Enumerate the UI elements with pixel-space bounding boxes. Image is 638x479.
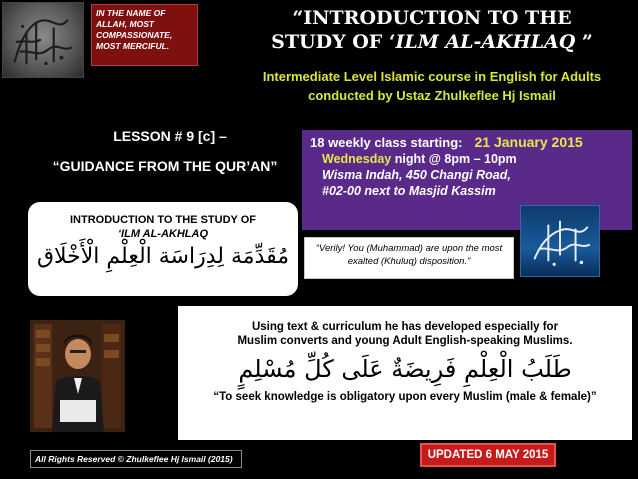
bismillah-text: IN THE NAME OF ALLAH, MOST COMPASSIONATE, MOST MERCIFUL. <box>96 8 173 51</box>
copyright-notice: All Rights Reserved © Zhulkeflee Hj Ismail (2015) <box>30 450 242 468</box>
class-time: night @ 8pm – 10pm <box>394 152 517 166</box>
updated-badge: UPDATED 6 MAY 2015 <box>420 443 556 467</box>
page-title <box>232 6 632 54</box>
lesson-number: LESSON # 9 [c] – <box>113 128 227 144</box>
calligraphy-logo-icon <box>2 2 84 78</box>
class-start-date: 21 January 2015 <box>474 134 583 150</box>
intro-line-1: INTRODUCTION TO THE STUDY OF <box>70 214 256 226</box>
course-subtitle <box>232 67 632 105</box>
title-line-2-c: ” <box>575 31 593 53</box>
title-line-2 <box>232 30 632 54</box>
hadith-translation: “To seek knowledge is obligatory upon every Muslim (male & female)” <box>213 391 597 403</box>
class-day: Wednesday <box>322 152 392 166</box>
curriculum-line-2: Muslim converts and young Adult English-speaking Muslims. <box>237 335 573 347</box>
title-line-1: “INTRODUCTION TO THE <box>292 7 572 29</box>
class-start-row <box>310 134 624 150</box>
quran-quote: “Verily! You (Muhammad) are upon the most exalted (Khuluq) disposition.” <box>304 237 514 279</box>
bismillah-banner <box>91 4 198 66</box>
hadith-arabic: طَلَبُ الْعِلْمِ فَرِيضَةٌ عَلَى كُلِّ مُسْلِمٍ <box>238 355 572 383</box>
intro-line-2: ‘ILM AL-AKHLAQ <box>117 228 209 240</box>
lesson-topic: “GUIDANCE FROM THE QUR’AN” <box>52 158 278 174</box>
title-line-2-b: ILM AL-AKHLAQ <box>395 31 576 53</box>
class-start-label: 18 weekly class starting: <box>310 135 463 150</box>
class-time-row <box>310 152 624 166</box>
title-line-2-a: STUDY OF ‘ <box>271 31 396 53</box>
curriculum-line-1: Using text & curriculum he has developed especially for <box>251 321 559 333</box>
speaker-photo-icon <box>30 320 125 432</box>
curriculum-box <box>178 306 632 440</box>
intro-arabic: مُقَدِّمَة لِدِرَاسَة الْعِلْمِ الْأَخْلَاق <box>36 244 290 269</box>
class-venue: Wisma Indah, 450 Changi Road, <box>322 168 511 182</box>
subtitle-line-1: Intermediate Level Islamic course in English for Adults <box>262 69 602 84</box>
intro-box <box>28 202 298 296</box>
class-address: #02-00 next to Masjid Kassim <box>322 184 496 198</box>
subtitle-line-2: conducted by Ustaz Zhulkeflee Hj Ismail <box>308 88 556 103</box>
calligraphy-emblem-icon <box>520 205 600 277</box>
